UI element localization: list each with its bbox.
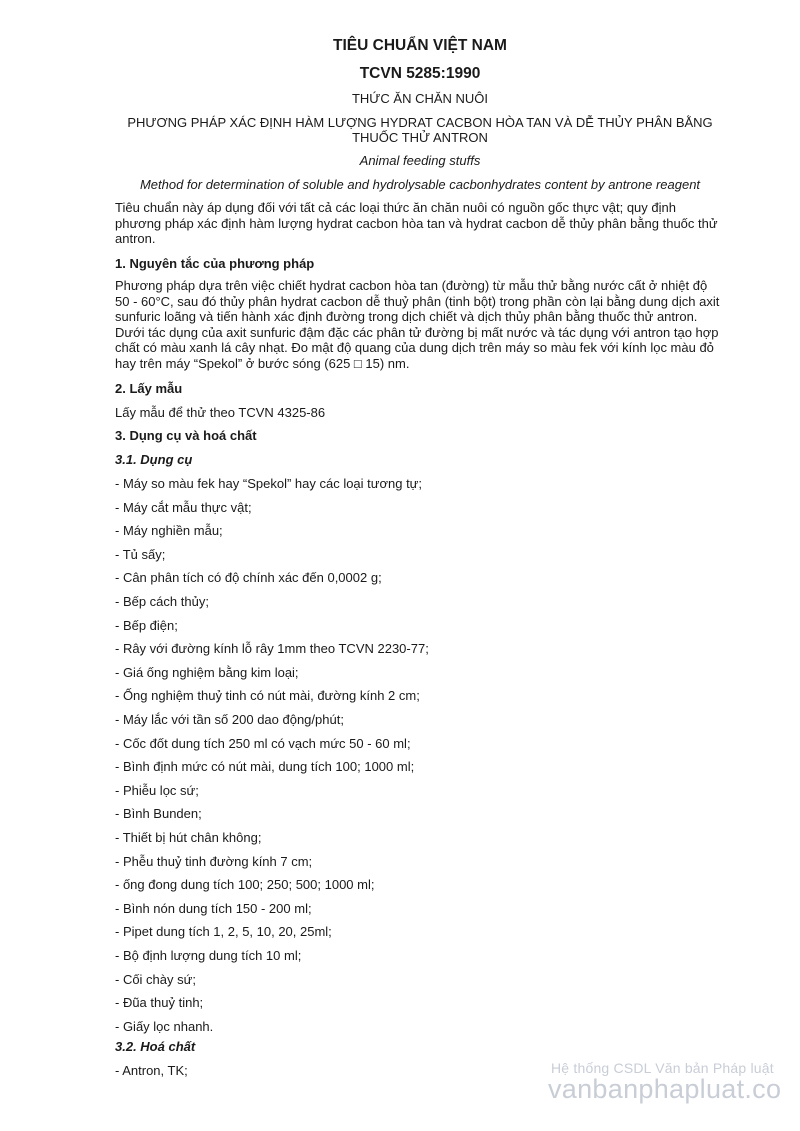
equipment-item: - ống đong dung tích 100; 250; 500; 1000 ml; [115,877,375,893]
standard-title: TIÊU CHUẨN VIỆT NAM [333,37,507,54]
equipment-item: - Tủ sấy; [115,546,166,562]
section-3-1-heading: 3.1. Dụng cụ [115,452,193,467]
equipment-item: - Bình nón dung tích 150 - 200 ml; [115,900,312,916]
watermark-line-1: Hệ thống CSDL Văn bản Pháp luật [551,1060,774,1076]
equipment-item: - Bình Bunden; [115,806,202,822]
equipment-item: - Phiễu lọc sứ; [115,782,199,798]
section-2-text: Lấy mẫu để thử theo TCVN 4325-86 [115,405,326,420]
equipment-item: - Đũa thuỷ tinh; [115,995,204,1011]
equipment-item: - Bếp cách thủy; [115,594,209,609]
section-1-heading: 1. Nguyên tắc của phương pháp [115,256,315,271]
equipment-item: - Bộ định lượng dung tích 10 ml; [115,948,302,963]
section-3-2-heading: 3.2. Hoá chất [115,1039,196,1054]
equipment-item: - Bếp điện; [115,617,178,633]
equipment-item: - Cối chày sứ; [115,971,196,987]
equipment-item: - Máy lắc với tần số 200 dao động/phút; [115,712,344,727]
equipment-item: - Bình định mức có nút mài, dung tích 100; 1000 ml; [115,759,415,775]
watermark-line-2: vanbanphapluat.co [548,1074,782,1104]
equipment-item: - Phễu thuỷ tinh đường kính 7 cm; [115,853,313,869]
equipment-item: - Rây với đường kính lỗ rây 1mm theo TCVN 2230-77; [115,641,429,657]
english-subject: Animal feeding stuffs [359,153,481,168]
equipment-item: - Pipet dung tích 1, 2, 5, 10, 20, 25ml; [115,924,332,940]
equipment-item: - Cốc đốt dung tích 250 ml có vạch mức 50 - 60 ml; [115,735,411,751]
equipment-item: - Ống nghiệm thuỷ tinh có nút mài, đường kính 2 cm; [115,688,420,704]
equipment-item: - Máy nghiền mẫu; [115,523,223,539]
equipment-item: - Máy cắt mẫu thực vật; [115,499,252,515]
equipment-item: - Giá ống nghiệm bằng kim loại; [115,664,299,680]
chemical-item: - Antron, TK; [115,1063,188,1078]
intro-paragraph: Tiêu chuẩn này áp dụng đối với tất cả các loại thức ăn chăn nuôi có nguồn gốc thực vật; quy định phương pháp xác định hàm lượng hydrat cacbon hòa tan và hydrat cacbon dễ thủy phân bằng thuốc thử antron. [115,200,718,246]
equipment-item: - Máy so màu fek hay “Spekol” hay các loại tương tự; [115,476,422,491]
standard-subject: THỨC ĂN CHĂN NUÔI [351,91,489,106]
document-title: PHƯƠNG PHÁP XÁC ĐỊNH HÀM LƯỢNG HYDRAT CACBON HÒA TAN VÀ DỄ THỦY PHÂN BẰNG THUỐC THỬ ANTRON [127,115,713,145]
equipment-item: - Thiết bị hút chân không; [115,830,262,845]
section-3-heading: 3. Dụng cụ và hoá chất [115,428,257,443]
equipment-item: - Giấy lọc nhanh. [115,1018,214,1034]
section-1-text: Phương pháp dựa trên việc chiết hydrat cacbon hòa tan (đường) từ mẫu thử bằng nước cất ở nhiệt độ 50 - 60°C, sau đó thủy phân hydrat cacbon dễ thuỷ phân (tinh bột) trong phần còn lại bằng dung dịch axit sunfuric loãng và tiến hành xác định đường trong dịch chiết và dịch thủy phân bằng thuốc thử antron. Dưới tác dụng của axit sunfuric đậm đặc các phân tử đường bị mất nước và tác dụng với antron tạo hợp chất có màu xanh lá cây nhạt. Đo mật độ quang của dung dịch trên máy so màu fek với kính lọc màu đỏ hay trên máy “Spekol” ở bước sóng (625 □ 15) nm. [115,278,720,371]
equipment-item: - Cân phân tích có độ chính xác đến 0,0002 g; [115,570,382,586]
section-2-heading: 2. Lấy mẫu [115,381,183,396]
standard-code: TCVN 5285:1990 [359,65,481,82]
english-title: Method for determination of soluble and hydrolysable cacbonhydrates content by antrone reagent [139,177,701,192]
